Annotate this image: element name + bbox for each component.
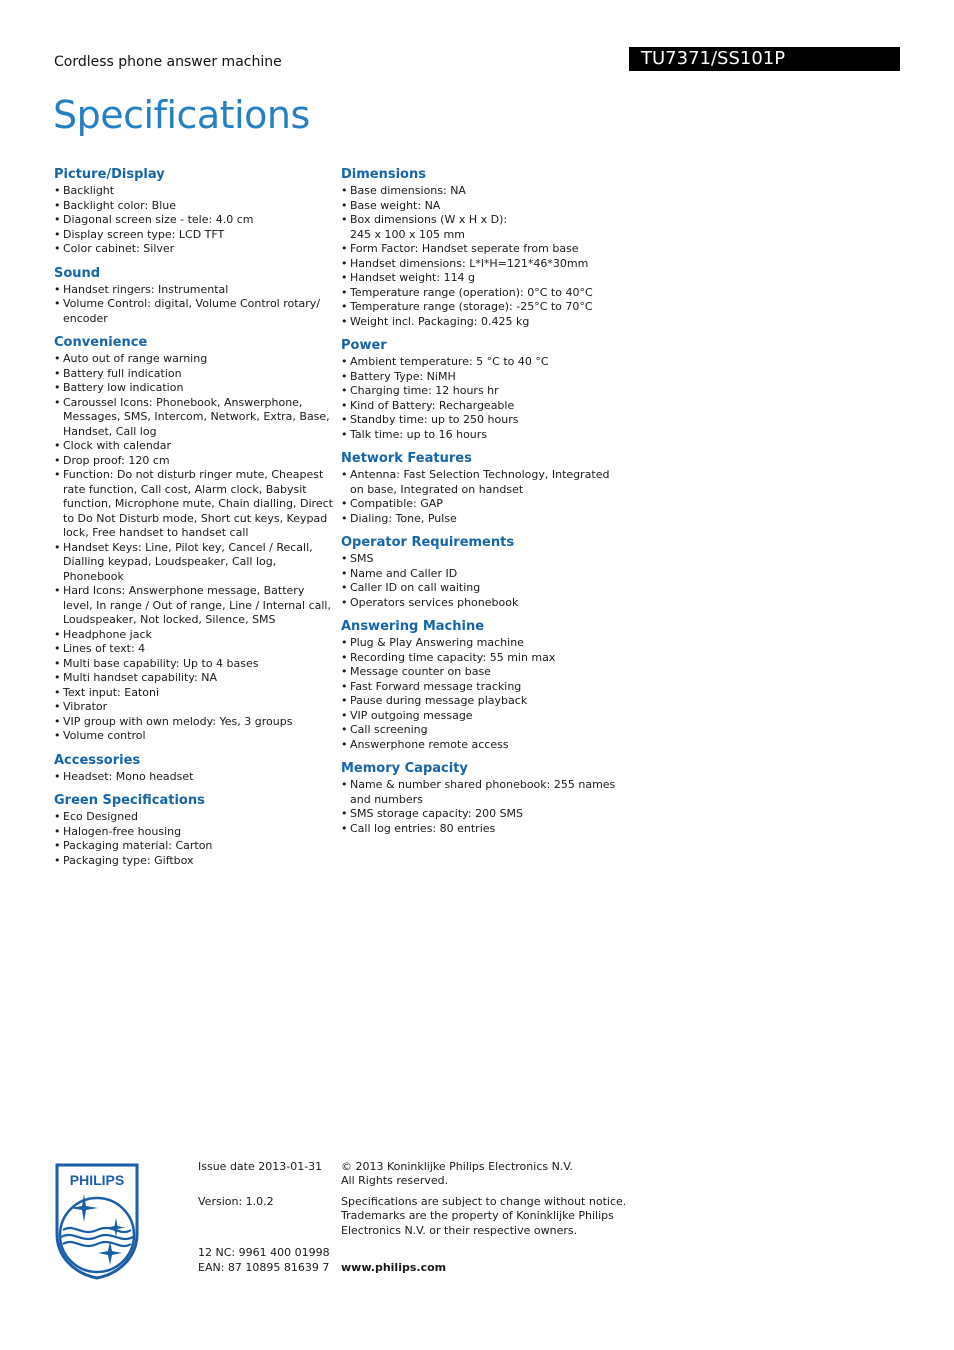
section-operator-requirements [341,535,621,610]
website-link[interactable]: www.philips.com [341,1261,447,1274]
spec-item: • SMS [341,552,621,567]
spec-item: • Headset: Mono headset [54,770,334,785]
spec-item: • Auto out of range warning [54,352,334,367]
spec-item: • Drop proof: 120 cm [54,454,334,469]
spec-item: • Backlight color: Blue [54,199,334,214]
spec-item: • Call log entries: 80 entries [341,822,621,837]
spec-item: • Caller ID on call waiting [341,581,621,596]
spec-item: • Multi base capability: Up to 4 bases [54,657,334,672]
spec-item: • Ambient temperature: 5 °C to 40 °C [341,355,621,370]
spec-item: • Lines of text: 4 [54,642,334,657]
section-heading: Answering Machine [341,619,485,634]
spec-item: • Name and Caller ID [341,567,621,582]
section-answering-machine [341,619,621,752]
spec-item: • Color cabinet: Silver [54,242,334,257]
spec-item: • Standby time: up to 250 hours [341,413,621,428]
section-heading: Memory Capacity [341,761,468,776]
spec-item: • Backlight [54,184,334,199]
spec-item: • Call screening [341,723,621,738]
spec-item: • Operators services phonebook [341,596,621,611]
spec-item: • Multi handset capability: NA [54,671,334,686]
spec-item: • Clock with calendar [54,439,334,454]
section-sound [54,266,334,327]
notice-line-2: Trademarks are the property of Koninklijke Philips [341,1209,614,1222]
section-heading: Power [341,338,387,353]
spec-item: • Function: Do not disturb ringer mute, Cheapest rate function, Call cost, Alarm clock, Babysit function, Microphone mute, Chain dialling, Direct to Do Not Disturb mode, Short cut keys, Keypad lock, Free handset to handset call [54,468,334,541]
spec-item: • Message counter on base [341,665,621,680]
spec-item: • Base dimensions: NA [341,184,621,199]
spec-item: • Kind of Battery: Rechargeable [341,399,621,414]
section-heading: Operator Requirements [341,535,515,550]
spec-item: • Fast Forward message tracking [341,680,621,695]
section-heading: Picture/Display [54,167,165,182]
left-column [54,167,334,877]
page-title: Specifications [53,93,310,137]
section-picture-display [54,167,334,257]
spec-item: • Handset weight: 114 g [341,271,621,286]
spec-item: • Weight incl. Packaging: 0.425 kg [341,315,621,330]
spec-item: • Volume Control: digital, Volume Control rotary/ encoder [54,297,334,326]
section-network-features [341,451,621,526]
spec-item: • Dialing: Tone, Pulse [341,512,621,527]
section-heading: Accessories [54,752,141,768]
nc-number: 12 NC: 9961 400 01998 [198,1246,330,1259]
spec-item: • Handset dimensions: L*l*H=121*46*30mm [341,257,621,272]
spec-item: • Name & number shared phonebook: 255 names and numbers [341,778,621,807]
spec-item: • Plug & Play Answering machine [341,636,621,651]
spec-item: • Talk time: up to 16 hours [341,428,621,443]
model-number-bar: TU7371/SS101P [629,47,900,71]
spec-item: • Vibrator [54,700,334,715]
spec-item: • Halogen-free housing [54,825,334,840]
notice-line-3: Electronics N.V. or their respective owners. [341,1224,578,1237]
philips-shield-logo [54,1162,140,1280]
spec-item: • Base weight: NA [341,199,621,214]
section-heading: Sound [54,265,101,281]
spec-item: • Battery Type: NiMH [341,370,621,385]
spec-item: • Packaging type: Giftbox [54,854,334,869]
spec-item: • Temperature range (operation): 0°C to 40°C [341,286,621,301]
notice-line-1: Specifications are subject to change without notice. [341,1195,627,1208]
spec-item: • Handset ringers: Instrumental [54,283,334,298]
right-column [341,167,621,845]
spec-item: • Recording time capacity: 55 min max [341,651,621,666]
spec-item: • Display screen type: LCD TFT [54,228,334,243]
spec-item: • Box dimensions (W x H x D): 245 x 100 x 105 mm [341,213,621,242]
section-dimensions [341,167,621,329]
spec-item: • Form Factor: Handset seperate from base [341,242,621,257]
rights-reserved: All Rights reserved. [341,1174,449,1187]
spec-item: • SMS storage capacity: 200 SMS [341,807,621,822]
spec-item: • Charging time: 12 hours hr [341,384,621,399]
spec-item: • Diagonal screen size - tele: 4.0 cm [54,213,334,228]
spec-item: • Battery full indication [54,367,334,382]
section-power [341,338,621,442]
spec-item: • Eco Designed [54,810,334,825]
spec-item: • Caroussel Icons: Phonebook, Answerphone, Messages, SMS, Intercom, Network, Extra, Base, Handset, Call log [54,396,334,440]
spec-item: • Text input: Eatoni [54,686,334,701]
logo-wordmark: PHILIPS [69,1172,125,1188]
spec-item: • Answerphone remote access [341,738,621,753]
spec-item: • VIP group with own melody: Yes, 3 groups [54,715,334,730]
ean-number: EAN: 87 10895 81639 7 [198,1261,330,1274]
spec-item: • Hard Icons: Answerphone message, Battery level, In range / Out of range, Line / Internal call, Loudspeaker, Not locked, Silence, SMS [54,584,334,628]
section-heading: Convenience [54,335,148,350]
spec-item: • Battery low indication [54,381,334,396]
spec-item: • Compatible: GAP [341,497,621,512]
copyright: © 2013 Koninklijke Philips Electronics N.V. [341,1160,573,1173]
section-memory-capacity [341,761,621,836]
section-accessories [54,753,334,785]
section-green-specifications [54,793,334,868]
version: Version: 1.0.2 [198,1195,274,1208]
section-convenience [54,335,334,744]
issue-date: Issue date 2013-01-31 [198,1160,323,1173]
spec-item: • Packaging material: Carton [54,839,334,854]
spec-item: • Volume control [54,729,334,744]
section-heading: Dimensions [341,167,426,182]
document-subtitle: Cordless phone answer machine [54,54,282,70]
spec-item: • Pause during message playback [341,694,621,709]
spec-item: • Antenna: Fast Selection Technology, Integrated on base, Integrated on handset [341,468,621,497]
spec-item: • VIP outgoing message [341,709,621,724]
spec-item: • Handset Keys: Line, Pilot key, Cancel / Recall, Dialling keypad, Loudspeaker, Call log, Phonebook [54,541,334,585]
spec-item: • Headphone jack [54,628,334,643]
section-heading: Network Features [341,451,472,466]
spec-item: • Temperature range (storage): -25°C to 70°C [341,300,621,315]
section-heading: Green Specifications [54,793,205,808]
